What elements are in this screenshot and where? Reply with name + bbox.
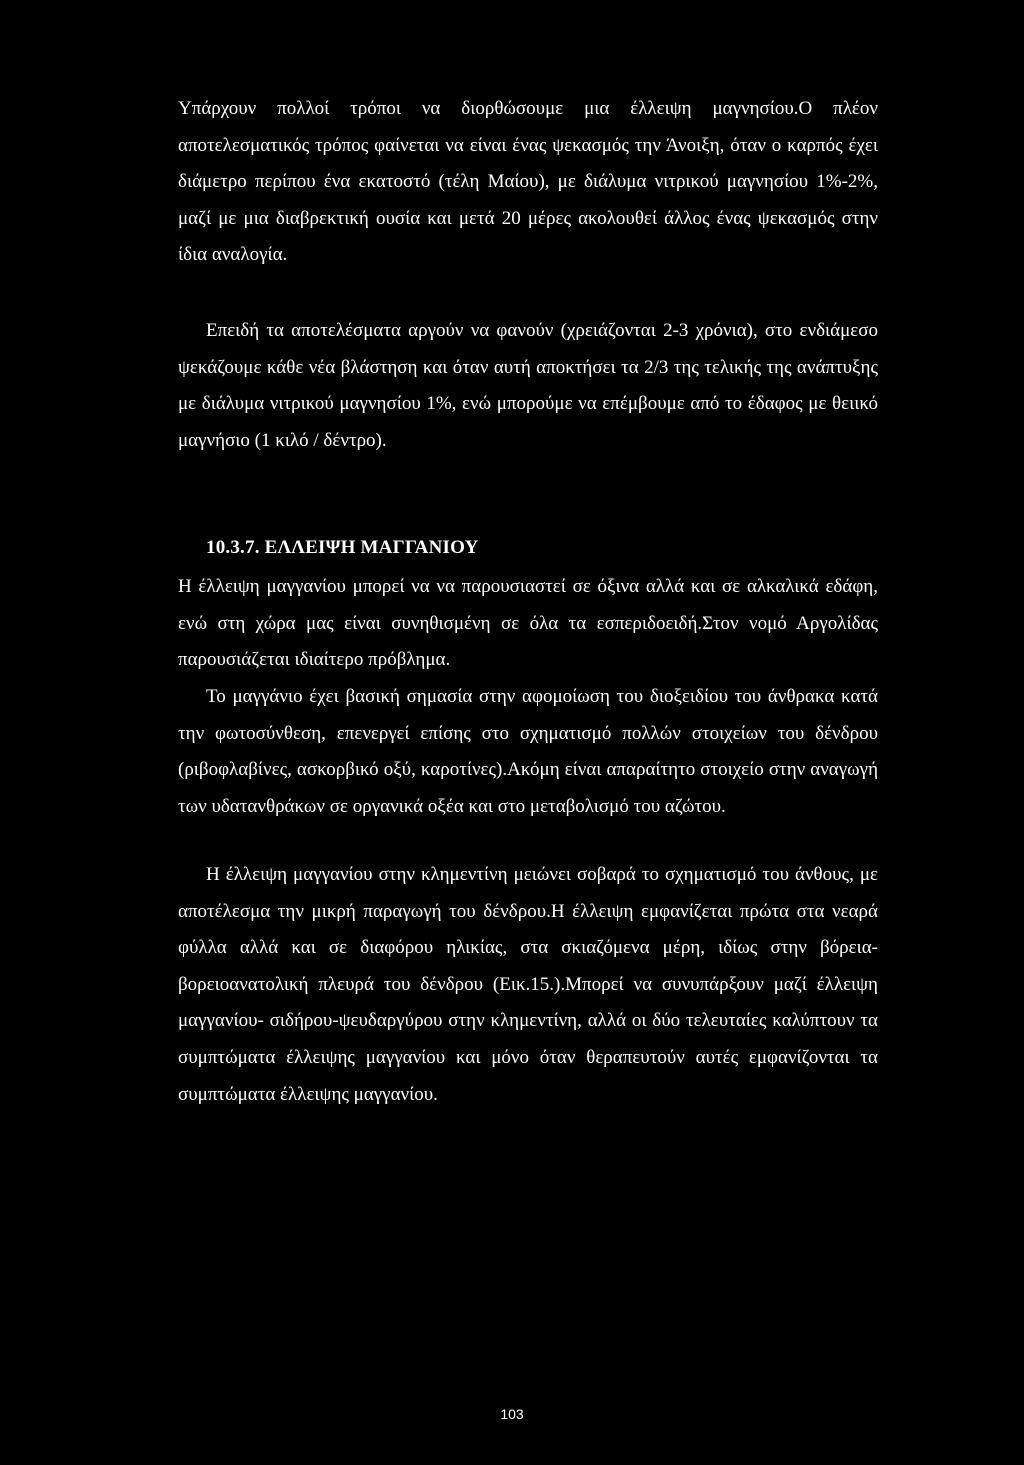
paragraph-manganese-symptoms: Η έλλειψη μαγγανίου στην κλημεντίνη μειώνει σοβαρά το σχηματισμό του άνθους, με αποτέλεσμα την μικρή παραγωγή του δένδρου.Η έλλειψη εμφανίζεται πρώτα στα νεαρά φύλλα αλλά και σε διαφόρου ηλικίας, στα σκιαζόμενα μέρη, ιδίως στην βόρεια-βορειοανατολική πλευρά του δένδρου (Εικ.15.).Μπορεί να συνυπάρξουν μαζί έλλειψη μαγγανίου- σιδήρου-ψευδαργύρου στην κλημεντίνη, αλλά οι δύο τελευταίες καλύπτουν τα συμπτώματα έλλειψης μαγγανίου και μόνο όταν θεραπευτούν αυτές εμφανίζονται τα συμπτώματα έλλειψης μαγγανίου. <box>178 864 878 1105</box>
section-heading: 10.3.7. ΕΛΛΕΙΨΗ ΜΑΓΓΑΝΙΟΥ <box>206 537 479 558</box>
paragraph-manganese-role: Το μαγγάνιο έχει βασική σημασία στην αφομοίωση του διοξειδίου του άνθρακα κατά την φωτοσύνθεση, επενεργεί επίσης στο σχηματισμό πολλών στοιχείων του δένδρου (ριβοφλαβίνες, ασκορβικό οξύ, καροτίνες).Ακόμη είναι απαραίτητο στοιχείο στην αναγωγή των υδατανθράκων σε οργανικά οξέα και στο μεταβολισμό του αζώτου. <box>178 686 878 817</box>
paragraph-magnesium-interim: Επειδή τα αποτελέσματα αργούν να φανούν (χρειάζονται 2-3 χρόνια), στο ενδιάμεσο ψεκάζουμε κάθε νέα βλάστηση και όταν αυτή αποκτήσει τα 2/3 της τελικής της ανάπτυξης με διάλυμα νιτρικού μαγνησίου 1%, ενώ μπορούμε να επέμβουμε από το έδαφος με θειικό μαγνήσιο (1 κιλό / δέντρο). <box>178 320 878 451</box>
paragraph-magnesium-spraying: Υπάρχουν πολλοί τρόποι να διορθώσουμε μια έλλειψη μαγνησίου.Ο πλέον αποτελεσματικός τρόπος φαίνεται να είναι ένας ψεκασμός την Άνοιξη, όταν ο καρπός έχει διάμετρο περίπου ένα εκατοστό (τέλη Μαίου), με διάλυμα νιτρικού μαγνησίου 1%-2%, μαζί με μια διαβρεκτική ουσία και μετά 20 μέρες ακολουθεί άλλος ένας ψεκασμός στην ίδια αναλογία. <box>178 98 878 266</box>
page-number: 103 <box>500 1406 524 1422</box>
paragraph-manganese-occurrence: Η έλλειψη μαγγανίου μπορεί να να παρουσιαστεί σε όξινα αλλά και σε αλκαλικά εδάφη, ενώ στη χώρα μας είναι συνηθισμένη σε όλα τα εσπεριδοειδή.Στον νομό Αργολίδας παρουσιάζεται ιδιαίτερο πρόβλημα. <box>178 576 878 671</box>
